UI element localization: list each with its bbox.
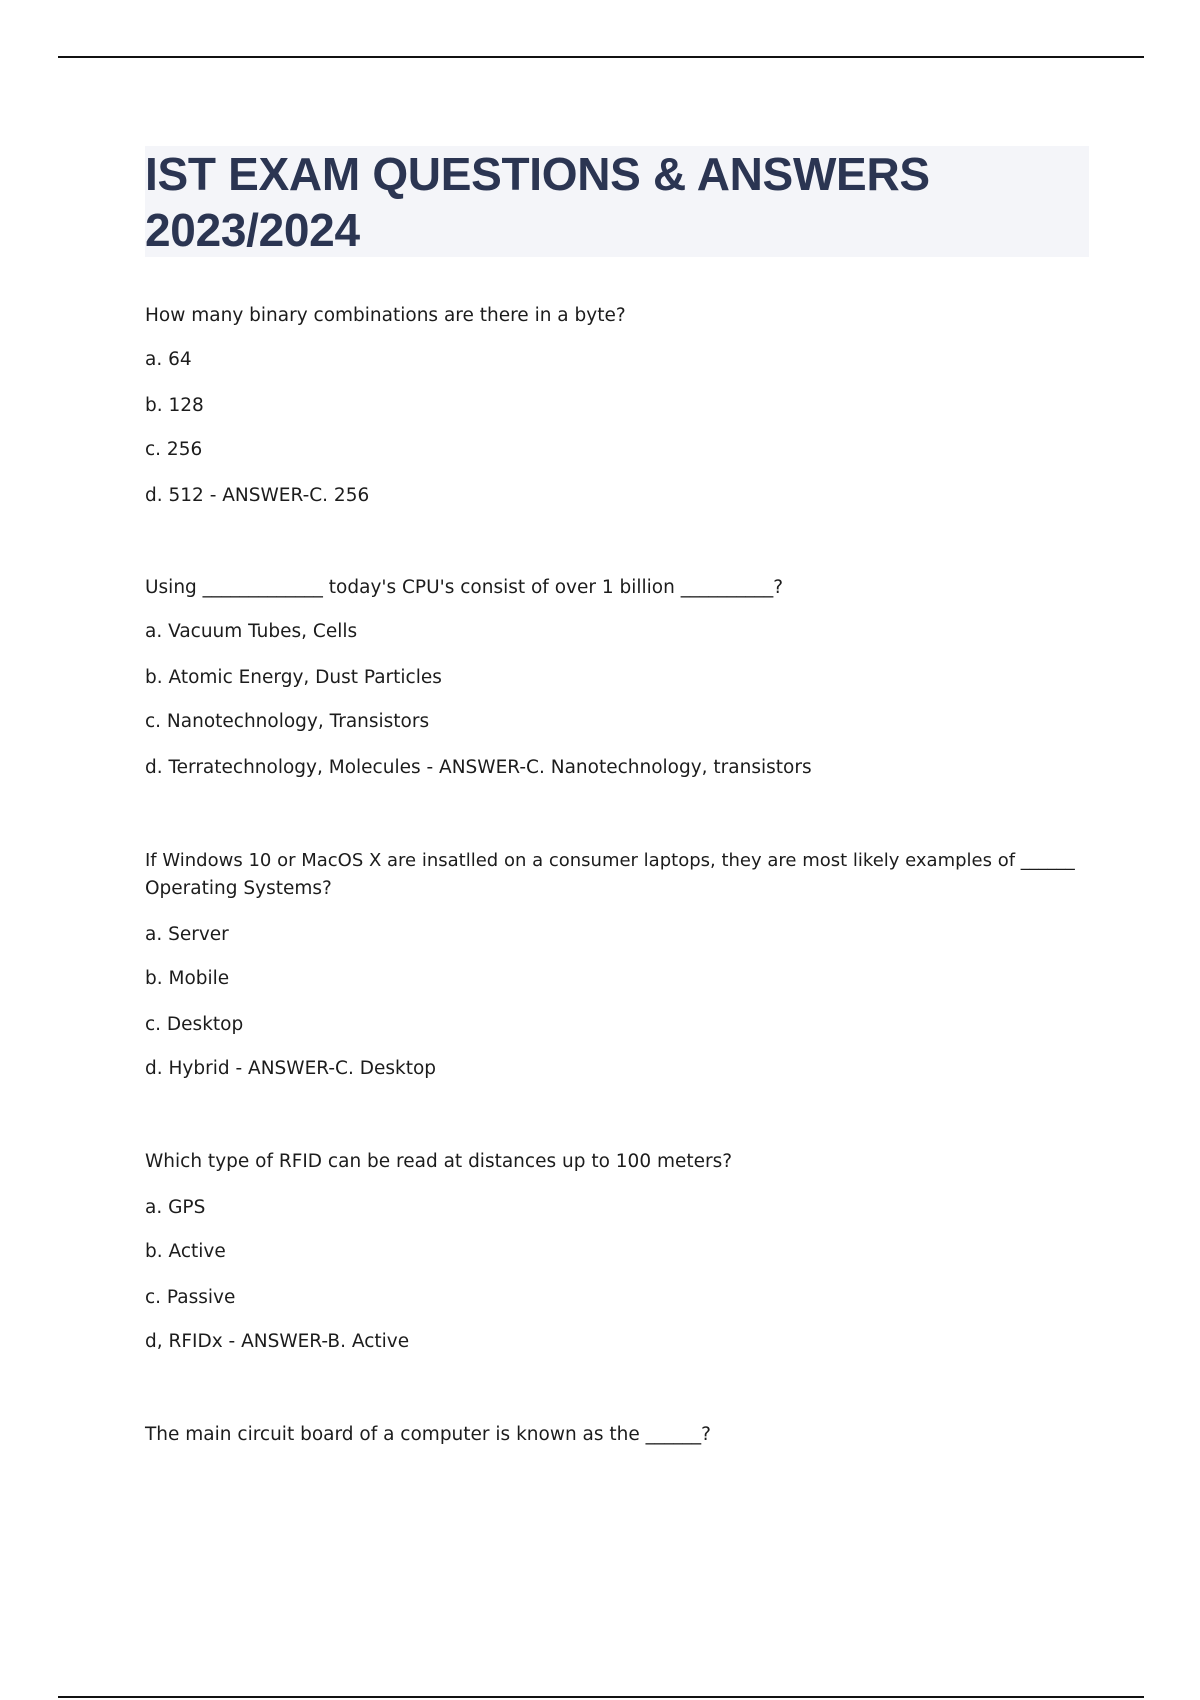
answer-option: b. Atomic Energy, Dust Particles: [145, 667, 442, 688]
document-title: [145, 146, 1089, 258]
answer-option: c. Passive: [145, 1287, 236, 1308]
answer-option: a. GPS: [145, 1197, 206, 1218]
question-text: Which type of RFID can be read at distances up to 100 meters?: [145, 1151, 733, 1172]
title-line-2: 2023/2024: [145, 204, 360, 256]
header-rule: [58, 56, 1144, 58]
answer-option: d, RFIDx - ANSWER-B. Active: [145, 1331, 410, 1352]
answer-option: b. Active: [145, 1241, 226, 1262]
answer-option: d. Terratechnology, Molecules - ANSWER-C. Nanotechnology, transistors: [145, 757, 812, 778]
question-text: How many binary combinations are there in a byte?: [145, 305, 626, 326]
title-banner: [145, 146, 1089, 257]
answer-option: d. Hybrid - ANSWER-C. Desktop: [145, 1058, 437, 1079]
question-text: The main circuit board of a computer is known as the ______?: [145, 1424, 711, 1445]
answer-option: d. 512 - ANSWER-C. 256: [145, 485, 370, 506]
question-text: Using _____________ today's CPU's consist of over 1 billion __________?: [145, 577, 784, 598]
question-text-line-1: If Windows 10 or MacOS X are insatlled on a consumer laptops, they are most likely examples of ______: [145, 850, 1075, 871]
answer-option: b. 128: [145, 395, 204, 416]
footer-rule: [58, 1696, 1144, 1698]
question-text-line-2: Operating Systems?: [145, 878, 332, 899]
answer-option: a. Server: [145, 924, 229, 945]
answer-option: c. Nanotechnology, Transistors: [145, 711, 430, 732]
answer-option: b. Mobile: [145, 968, 230, 989]
answer-option: c. 256: [145, 439, 203, 460]
answer-option: a. 64: [145, 349, 192, 370]
answer-option: a. Vacuum Tubes, Cells: [145, 621, 358, 642]
answer-option: c. Desktop: [145, 1014, 244, 1035]
title-line-1: IST EXAM QUESTIONS & ANSWERS: [145, 148, 930, 200]
